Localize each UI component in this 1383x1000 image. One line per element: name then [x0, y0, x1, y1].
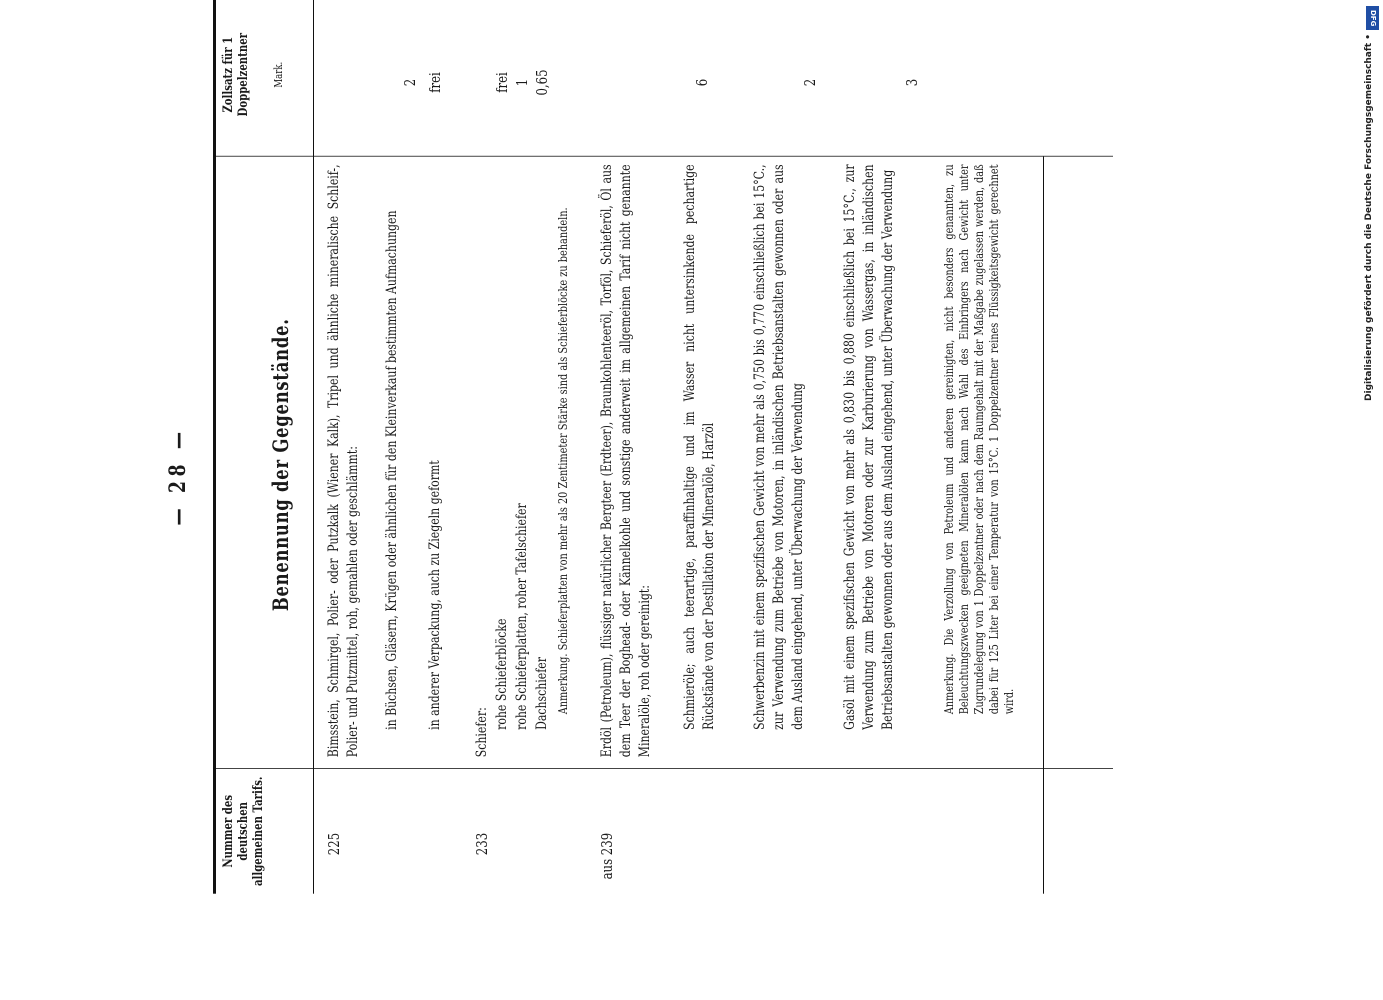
rate-value: 3	[903, 78, 921, 87]
table-top-rule	[213, 0, 216, 894]
note-text: Anmerkung. Die Verzollung von Petroleum und anderen gereinigten, nicht besonders genannten, zu Beleuchtungszwecken geeigneten Mineralölen kann nach Wahl des Einbringers nach Gewicht unter Zugrundelegung von 1 Doppelzentner oder nach dem Raumgehalt mit der Maßgabe zugelassen werden, daß dabei für 125 Liter bei einer Temperatur von 15°C. 1 Doppelzentner reines Flüssigkeitsgewicht gerechnet wird.	[941, 164, 1016, 715]
item-text: Bimsstein, Schmirgel, Polier- oder Putzkalk (Wiener Kalk), Tripel und ähnliche mineralische Schleif-, Polier- und Putzmittel, roh, gemahlen oder geschlämmt:	[326, 164, 361, 758]
digitization-stamp: Digitalisierung gefördert durch die Deutsche Forschungsgemeinschaft •	[1364, 34, 1374, 401]
rate-value: 1	[513, 78, 531, 87]
item-text: in anderer Verpackung, auch zu Ziegeln geformt	[427, 460, 443, 730]
tariff-number: 233	[473, 832, 491, 856]
rate-value: 6	[693, 78, 711, 87]
column-divider	[213, 768, 1113, 769]
item-text: Erdöl (Petroleum), flüssiger natürlicher Bergteer (Erdteer), Braunkohlenteeröl, Torföl, Schieferöl, Öl aus dem Teer der Boghead- oder Kännelkohle und sonstige anderweit im allgemeinen Tarif nicht genannte Mineralöle, roh oder gereinigt:	[599, 164, 653, 758]
rate-value: 0,65	[533, 69, 551, 96]
tariff-table	[213, 0, 1113, 894]
tariff-number: aus 239	[598, 832, 616, 880]
tariff-number: 225	[325, 832, 343, 856]
item-text: rohe Schieferblöcke	[494, 618, 510, 730]
page-number: — 28 —	[165, 427, 191, 526]
rate-value: 2	[401, 78, 419, 87]
item-text: rohe Schieferplatten, roher Tafelschiefer	[514, 503, 530, 730]
item-text: Gasöl mit einem spezifischen Gewicht von mehr als 0,830 bis 0,880 einschließlich bei 15°C., zur Verwendung zum Betriebe von Motoren oder zur Karburierung von Wassergas, in inländischen Betriebsanstalten gewonnen oder aus dem Ausland eingehend, unter Überwachung der Verwendung	[842, 164, 896, 730]
dfg-logo: DFG	[1366, 6, 1379, 30]
note-text: Anmerkung. Schieferplatten von mehr als 20 Zentimeter Stärke sind als Schieferblöcke zu behandeln.	[555, 207, 570, 715]
rotated-page	[30, 0, 1140, 960]
item-text: Schmieröle; auch teerartige, paraffinhaltige und im Wasser nicht untersinkende pechartige Rückstände von der Destillation der Mineralöle, Harzöl	[682, 164, 717, 730]
item-text: Schiefer:	[474, 707, 490, 758]
header-rule	[313, 0, 314, 894]
item-text: in Büchsen, Gläsern, Krügen oder ähnlichen für den Kleinverkauf bestimmten Aufmachungen	[384, 210, 400, 730]
header-title: Benennung der Gegenstände.	[268, 318, 293, 612]
item-text: Schwerbenzin mit einem spezifischen Gewicht von mehr als 0,750 bis 0,770 einschließlich bei 15°C., zur Verwendung zum Betriebe von Motoren, in inländischen Betriebsanstalten gewonnen oder aus dem Ausland eingehend, unter Überwachung der Verwendung	[752, 164, 806, 730]
column-divider	[213, 156, 1113, 157]
header-number: Nummer des deutschen allgemeinen Tarifs.	[221, 776, 266, 887]
item-text: Dachschiefer	[534, 657, 550, 730]
header-rate-unit: Mark.	[272, 61, 285, 88]
rate-value: frei	[426, 72, 444, 93]
table-bottom-rule	[1043, 157, 1044, 894]
header-rate: Zollsatz für 1 Doppelzentner	[221, 32, 251, 117]
rate-value: frei	[493, 72, 511, 93]
rate-value: 2	[801, 78, 819, 87]
